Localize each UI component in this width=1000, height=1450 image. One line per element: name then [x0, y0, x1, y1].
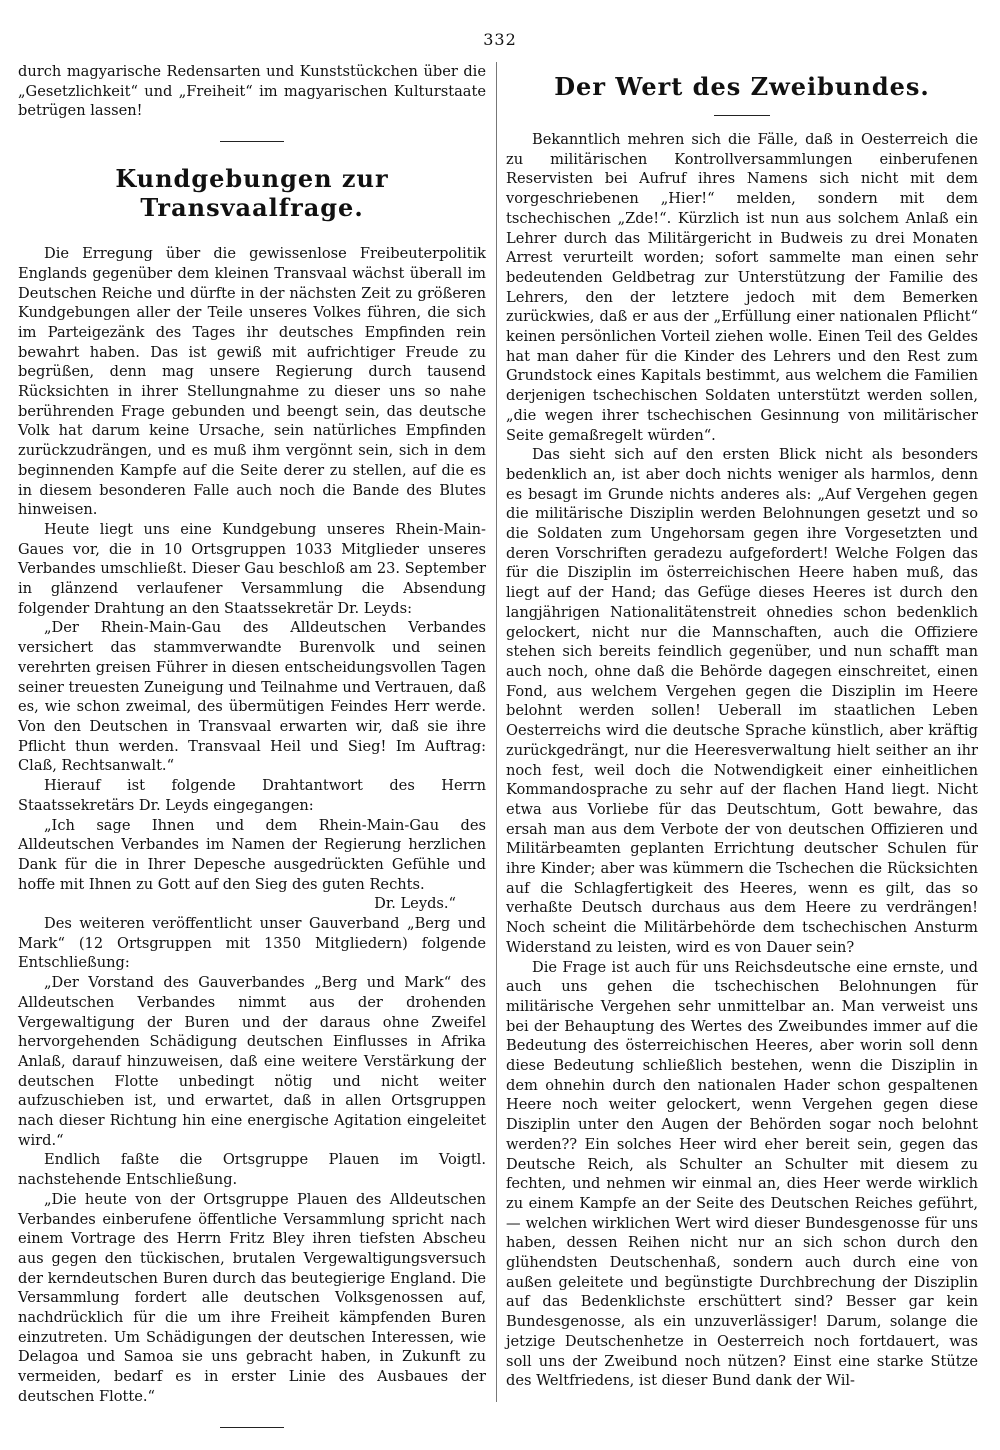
paragraph: Heute liegt uns eine Kundgebung unseres Rhein-Main-Gaues vor, die in 10 Ortsgruppen 1033 Mitglieder unseres Verbandes umschließt. Dieser Gau beschloß am 23. September in glänzend verlaufener Versammlung die Absendung folgender Drahtung an den Staatssekretär Dr. Leyds:: [18, 520, 486, 617]
paragraph: „Die heute von der Ortsgruppe Plauen des Alldeutschen Verbandes einberufene öffentliche Versammlung spricht nach einem Vortrage des Herrn Fritz Bley ihren tiefsten Abscheu aus gegen den tückischen, brutalen Vergewaltigungsversuch der kerndeutschen Buren durch das beutegierige England. Die Versammlung fordert alle deutschen Volksgenossen auf, nachdrücklich für die um ihre Freiheit kämpfenden Buren einzutreten. Um Schädigungen der deutschen Interessen, wie Delagoa und Samoa sie uns gebracht haben, in Zukunft zu vermeiden, bedarf es in erster Linie des Ausbaues der deutschen Flotte.“: [18, 1190, 486, 1405]
paragraph: Endlich faßte die Ortsgruppe Plauen im Voigtl. nachstehende Entschließung.: [18, 1151, 486, 1189]
column-divider: [496, 62, 497, 1402]
paragraph: „Der Rhein-Main-Gau des Alldeutschen Verbandes versichert das stammverwandte Burenvolk und seinen verehrten greisen Führer in diesen entscheidungsvollen Tagen seiner treuesten Zuneigung und Teilnahme und Vertrauen, daß es, wie schon zweimal, des übermütigen Feindes Herr werde. Von den Deutschen in Transvaal erwarten wir, daß sie ihre Pflicht thun werden. Transvaal Heil und Sieg! Im Auftrag: Claß, Rechtsanwalt.“: [18, 619, 486, 775]
paragraph: Bekanntlich mehren sich die Fälle, daß in Oesterreich die zu militärischen Kontrollversammlungen einberufenen Reservisten bei Aufruf ihres Namens sich nicht mit dem vorgeschriebenen „Hier!“ melden, sondern mit dem tschechischen „Zde!“. Kürzlich ist nun aus solchem Anlaß ein Lehrer durch das Militärgericht in Budweis zu drei Monaten Arrest verurteilt worden; sofort sammelte man einen sehr bedeutenden Geldbetrag zur Unterstützung der Familie des Lehrers, den der letztere jedoch mit dem Bemerken zurückwies, daß er aus der „Erfüllung einer nationalen Pflicht“ keinen persönlichen Vorteil ziehen wolle. Einen Teil des Geldes hat man daher für die Kinder des Lehrers und den Rest zum Grundstock eines Kapitals bestimmt, aus welchem die Familien derjenigen tschechischen Soldaten unterstützt werden sollen, „die wegen ihrer tschechischen Gesinnung von militärischer Seite gemaßregelt würden“.: [506, 131, 978, 444]
page-number: 332: [483, 30, 517, 49]
right-column: [506, 62, 978, 1391]
paragraph: „Der Vorstand des Gauverbandes „Berg und Mark“ des Alldeutschen Verbandes nimmt aus der drohenden Vergewaltigung der Buren und der daraus ohne Zweifel hervorgehenden Schädigung deutschen Einflusses in Afrika Anlaß, darauf hinzuweisen, daß eine weitere Verstärkung der deutschen Flotte unbedingt nötig und nicht weiter aufzuschieben ist, und erwartet, daß in allen Ortsgruppen nach dieser Richtung hin eine energische Agitation eingeleitet wird.“: [18, 974, 486, 1149]
paragraph: „Ich sage Ihnen und dem Rhein-Main-Gau des Alldeutschen Verbandes im Namen der Regierung herzlichen Dank für die in Ihrer Depesche ausgedrückten Gefühle und hoffe mit Ihnen zu Gott auf den Sieg des guten Rechts.: [18, 816, 486, 893]
article-title-transvaal: Kundgebungen zur Transvaalfrage.: [115, 164, 389, 223]
article-title-zweibund: Der Wert des Zweibundes.: [554, 72, 930, 101]
left-column: [18, 62, 486, 1450]
paragraph: Die Frage ist auch für uns Reichsdeutsche eine ernste, und auch uns gehen die tschechischen Belohnungen für militärische Vergehen sehr unmittelbar an. Man verweist uns bei der Behauptung des Wertes des Zweibundes immer auf die Bedeutung des österreichischen Heeres, aber worin soll denn diese Bedeutung schließlich bestehen, wenn die Disziplin in dem ohnehin durch den nationalen Hader schon gespaltenen Heere noch weiter gelockert, wenn Vergehen gegen diese Disziplin unter den Augen der Behörden sogar noch belohnt werden?? Ein solches Heer wird eher bereit sein, gegen das Deutsche Reich, als Schulter an Schulter mit diesem zu fechten, und nehmen wir einmal an, dies Heer werde wirklich zu einem Kampfe an der Seite des Deutschen Reiches geführt, — welchen wirklichen Wert wird dieser Bundesgenosse für uns haben, dessen Reihen nicht nur an sich schon durch den glühendsten Deutschenhaß, sondern auch durch eine von außen geleitete und begünstigte Durchbrechung der Disziplin auf das Bedenklichste erschüttert sind? Besser gar kein Bundesgenosse, als ein unzuverlässiger! Darum, solange die jetzige Deutschenhetze in Oesterreich noch fortdauert, was soll uns der Zweibund noch nützen? Einst eine starke Stütze des Weltfriedens, ist dieser Bund dank der Wil-: [506, 958, 978, 1390]
paragraph: Das sieht sich auf den ersten Blick nicht als besonders bedenklich an, ist aber doch nichts weniger als harmlos, denn es besagt im Grunde nichts anderes als: „Auf Vergehen gegen die militärische Disziplin werden Belohnungen gesetzt und so die Soldaten zum Ungehorsam gegen ihre Vorgesetzten und deren Vorschriften geradezu aufgefordert! Welche Folgen das für die Disziplin im österreichischen Heere haben muß, das liegt auf der Hand; das Gefüge dieses Heeres ist durch den langjährigen Nationalitätenstreit ohnedies schon bedenklich gelockert, nicht nur die Mannschaften, auch die Offiziere stehen sich bereits feindlich gegenüber, und nun schafft man auch noch, ohne daß die Behörde dagegen einschreitet, einen Fond, aus welchem Vergehen gegen die Disziplin im Heere belohnt werden sollen! Ueberall im staatlichen Leben Oesterreichs wird die deutsche Sprache künstlich, aber kräftig zurückgedrängt, nur die Heeresverwaltung hielt seither an ihr noch fest, weil doch die Notwendigkeit einer einheitlichen Kommandosprache zu sehr auf der flachen Hand liegt. Nicht etwa aus Vorliebe für das Deutschtum, Gott bewahre, das ersah man aus dem Verbote der von deutschen Offizieren und Militärbeamten geplanten Errichtung deutscher Schulen für ihre Kinder; aber was kümmern die Tschechen die Rücksichten auf die Schlagfertigkeit des Heeres, wenn es gilt, das so verhaßte Deutsch durchaus aus dem Heere zu verdrängen! Noch scheint die Militärbehörde dem tschechischen Ansturm Widerstand zu leisten, wird es von Dauer sein?: [506, 446, 978, 956]
intro-paragraph: durch magyarische Redensarten und Kunststückchen über die „Gesetzlichkeit“ und „Freiheit“ im magyarischen Kulturstaate betrügen lassen!: [18, 63, 486, 120]
end-rule: [220, 1427, 284, 1428]
paragraph: Des weiteren veröffentlicht unser Gauverband „Berg und Mark“ (12 Ortsgruppen mit 1350 Mitgliedern) folgende Entschließung:: [18, 915, 486, 972]
signature: Dr. Leyds.“: [374, 895, 456, 913]
paragraph: Hierauf ist folgende Drahtantwort des Herrn Staatssekretärs Dr. Leyds eingegangen:: [18, 777, 486, 814]
section-rule: [220, 141, 284, 142]
paragraph: Die Erregung über die gewissenlose Freibeuterpolitik Englands gegenüber dem kleinen Transvaal wächst überall im Deutschen Reiche und dürfte in der nächsten Zeit zu größeren Kundgebungen aller der Teile unseres Volkes führen, die sich im Parteigezänk des Tages ihr deutsches Empfinden rein bewahrt haben. Das ist gewiß mit aufrichtiger Freude zu begrüßen, denn mag unsere Regierung durch tausend Rücksichten in ihrer Stellungnahme zu dieser uns so nahe berührenden Frage gebunden und beengt sein, das deutsche Volk hat darum keine Ursache, sein natürliches Empfinden zurückzudrängen, und es muß ihm vergönnt sein, sich in dem beginnenden Kampfe auf die Seite derer zu stellen, auf die es in diesem besonderen Falle auch noch die Bande des Blutes hinweisen.: [18, 245, 486, 519]
title-rule: [714, 115, 770, 116]
